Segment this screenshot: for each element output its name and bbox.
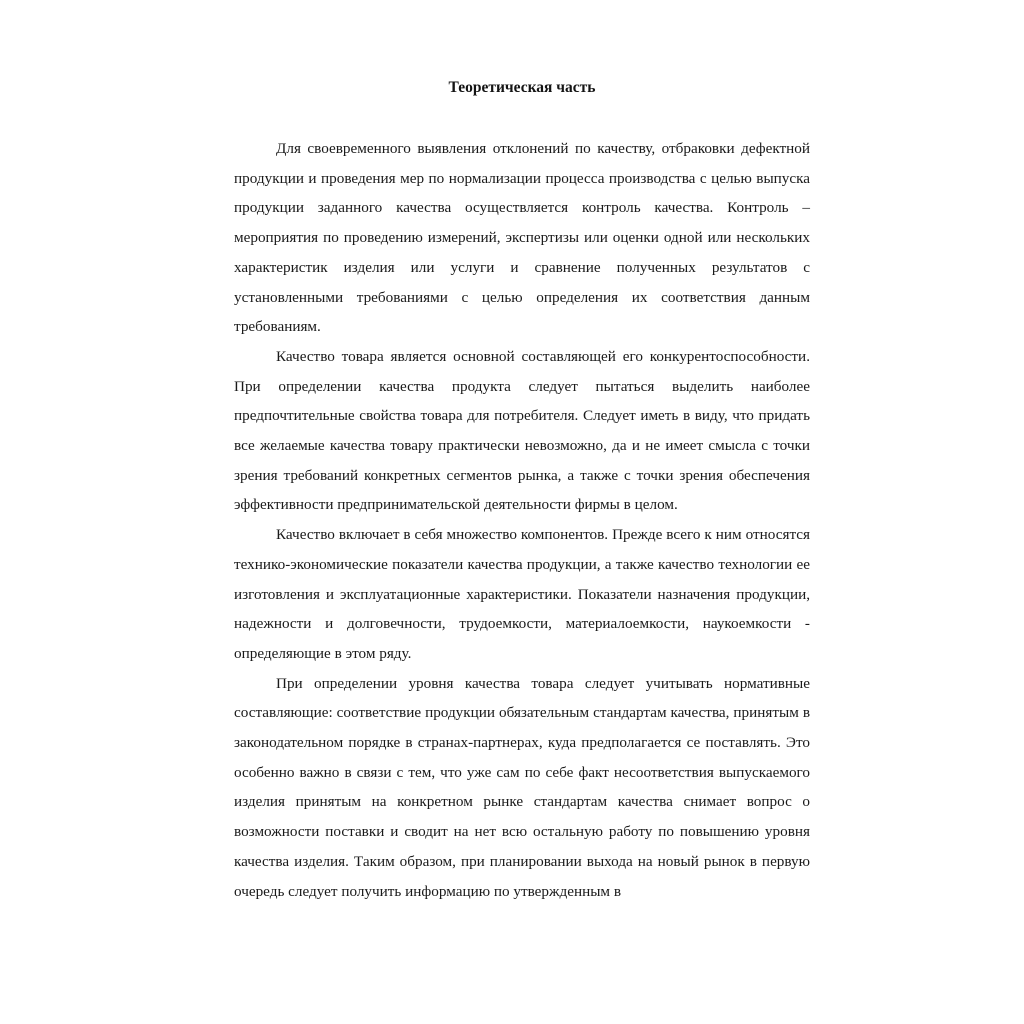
body-text (234, 134, 810, 906)
paragraph: Качество включает в себя множество компонентов. Прежде всего к ним относятся технико-экономические показатели качества продукции, а также качество технологии ее изготовления и эксплуатационные характеристики. Показатели назначения продукции, надежности и долговечности, трудоемкости, материалоемкости, наукоемкости - определяющие в этом ряду. (234, 526, 810, 662)
paragraph: Для своевременного выявления отклонений по качеству, отбраковки дефектной продукции и проведения мер по нормализации процесса производства с целью выпуска продукции заданного качества осуществляется контроль качества. Контроль – мероприятия по проведению измерений, экспертизы или оценки одной или нескольких характеристик изделия или услуги и сравнение полученных результатов с установленными требованиями с целью определения их соответствия данным требованиям. (234, 140, 810, 336)
paragraph: Качество товара является основной составляющей его конкурентоспособности. При определении качества продукта следует пытаться выделить наиболее предпочтительные свойства товара для потребителя. Следует иметь в виду, что придать все желаемые качества товару практически невозможно, да и не имеет смысла с точки зрения требований конкретных сегментов рынка, а также с точки зрения обеспечения эффективности предпринимательской деятельности фирмы в целом. (234, 347, 810, 514)
paragraph: При определении уровня качества товара следует учитывать нормативные составляющие: соответствие продукции обязательным стандартам качества, принятым в законодательном порядке в странах-партнерах, куда предполагается се поставлять. Это особенно важно в связи с тем, что уже сам по себе факт несоответствия выпускаемого изделия принятым на конкретном рынке стандартам качества снимает вопрос о возможности поставки и сводит на нет всю остальную работу по повышению уровня качества изделия. Таким образом, при планировании выхода на новый рынок в первую очередь следует получить информацию по утвержденным в (234, 674, 810, 900)
section-title: Теоретическая часть (448, 79, 596, 96)
